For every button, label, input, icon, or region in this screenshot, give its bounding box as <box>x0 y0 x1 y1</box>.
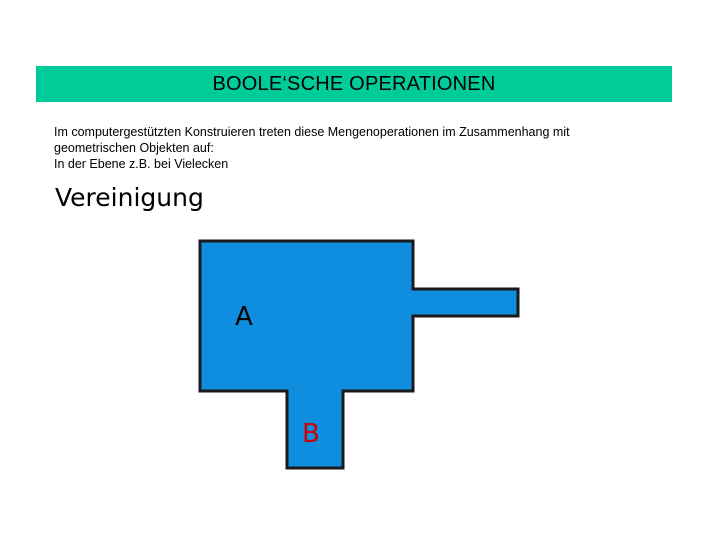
label-b: B <box>302 419 320 449</box>
page-title: BOOLE‘SCHE OPERATIONEN <box>212 72 496 95</box>
label-a: A <box>235 302 253 332</box>
intro-line-1: Im computergestützten Konstruieren treten diese Mengenoperationen im Zusammenhang mit <box>54 125 570 139</box>
union-polygon <box>200 241 518 468</box>
intro-line-3: In der Ebene z.B. bei Vielecken <box>54 157 229 171</box>
section-heading: Vereinigung <box>55 183 204 212</box>
intro-line-2: geometrischen Objekten auf: <box>54 141 214 155</box>
